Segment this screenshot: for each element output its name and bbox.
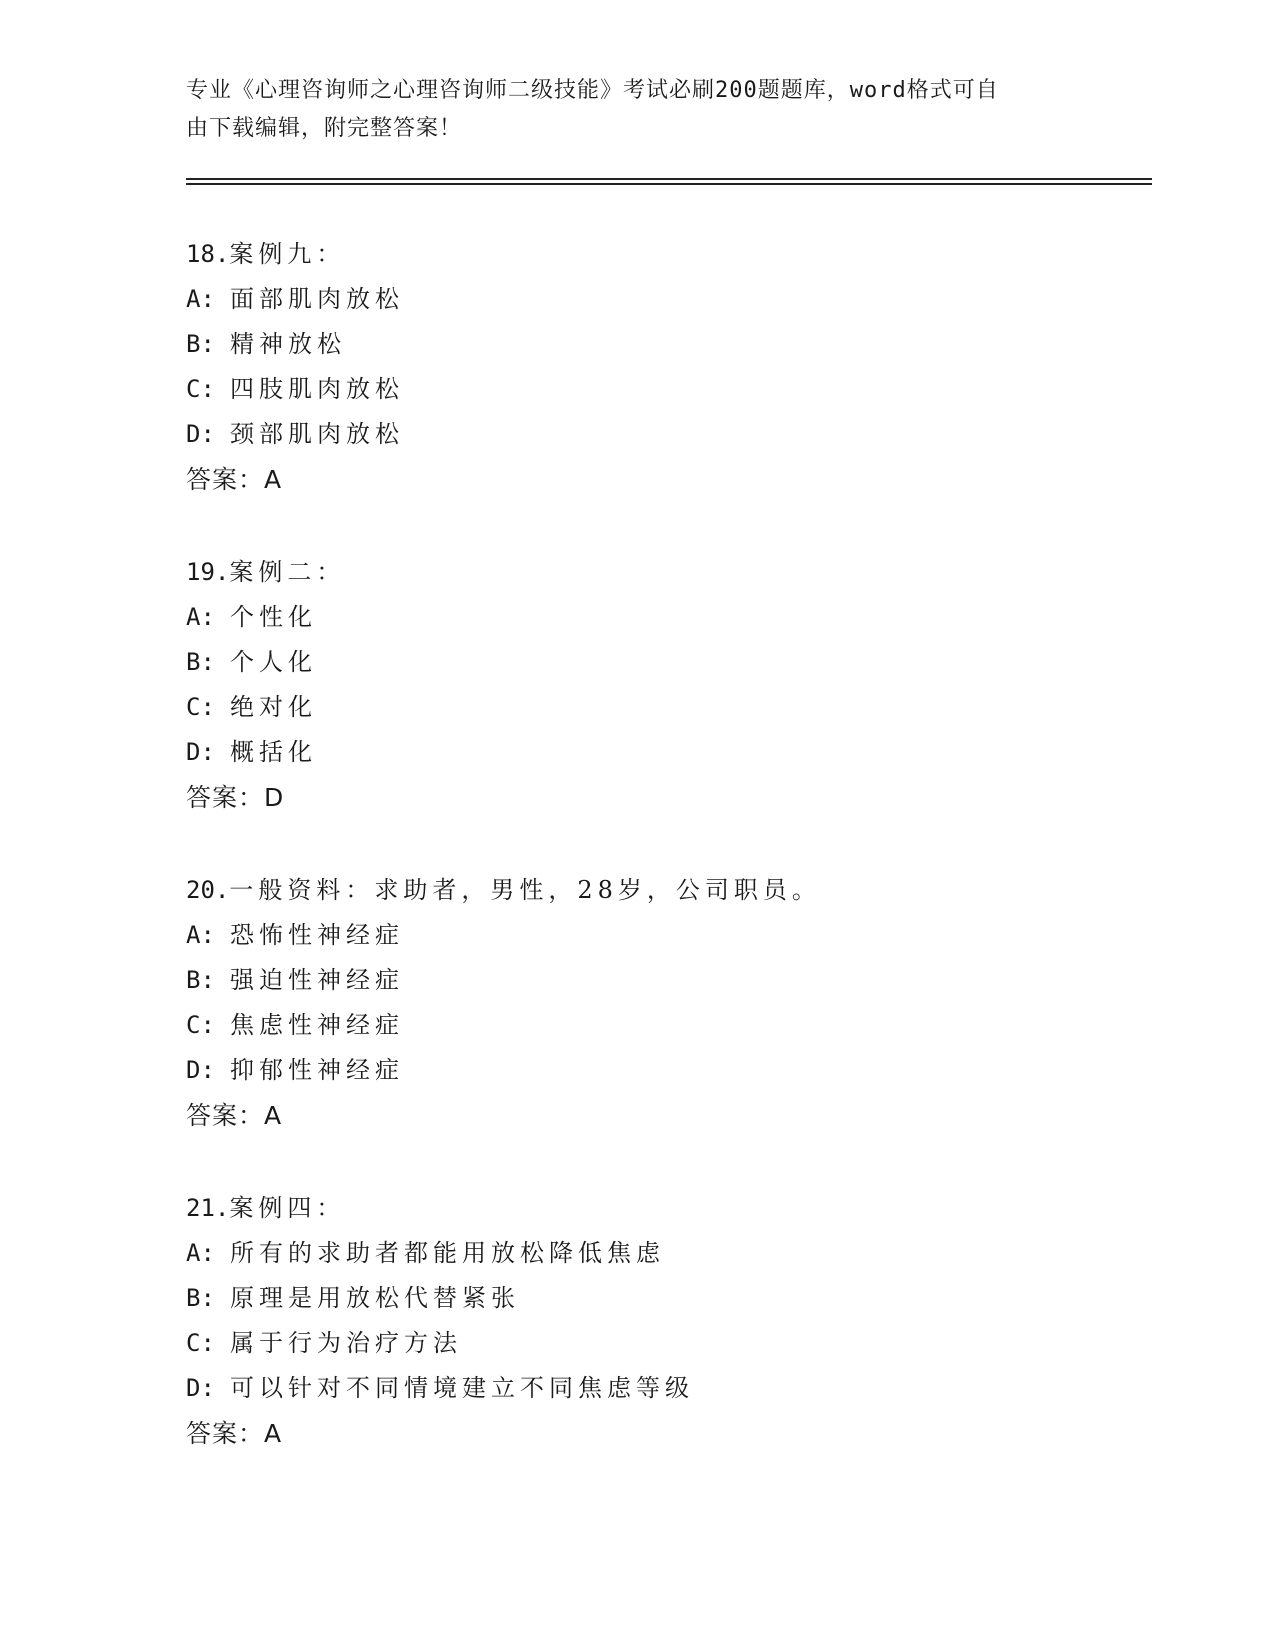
- option-text: 原理是用放松代替紧张: [230, 1284, 520, 1312]
- option-b: [186, 640, 1146, 685]
- option-text: 精神放松: [230, 330, 346, 358]
- option-key: B:: [186, 966, 215, 994]
- option-key: C:: [186, 1329, 215, 1357]
- option-key: B:: [186, 648, 215, 676]
- question-number: 18.: [186, 240, 230, 268]
- option-key: C:: [186, 693, 215, 721]
- option-b: [186, 958, 1146, 1003]
- question-text: 案例四：: [229, 1194, 346, 1222]
- question-18: [186, 232, 1146, 550]
- option-d: [186, 412, 1146, 457]
- option-c: [186, 367, 1146, 412]
- option-key: D:: [186, 1374, 215, 1402]
- option-text: 所有的求助者都能用放松降低焦虑: [230, 1239, 665, 1267]
- option-text: 个人化: [230, 648, 317, 676]
- option-d: [186, 730, 1146, 775]
- question-text: 一般资料：求助者，男性，28岁，公司职员。: [229, 876, 821, 904]
- option-text: 强迫性神经症: [230, 966, 404, 994]
- option-text: 个性化: [230, 603, 317, 631]
- option-text: 可以针对不同情境建立不同焦虑等级: [230, 1374, 694, 1402]
- question-stem: [186, 550, 1146, 595]
- question-20: [186, 868, 1146, 1186]
- option-d: [186, 1366, 1146, 1411]
- question-number: 20.: [186, 876, 230, 904]
- question-text: 案例二：: [229, 558, 346, 586]
- option-key: A:: [186, 921, 215, 949]
- option-key: D:: [186, 1056, 215, 1084]
- question-stem: [186, 1186, 1146, 1231]
- option-key: A:: [186, 603, 215, 631]
- option-text: 属于行为治疗方法: [230, 1329, 462, 1357]
- document-header: [186, 72, 1066, 148]
- option-text: 恐怖性神经症: [230, 921, 404, 949]
- option-key: B:: [186, 330, 215, 358]
- option-key: D:: [186, 420, 215, 448]
- option-text: 焦虑性神经症: [230, 1011, 404, 1039]
- option-text: 四肢肌肉放松: [230, 375, 404, 403]
- option-c: [186, 685, 1146, 730]
- header-divider-top: [186, 178, 1152, 180]
- answer-line: 答案：D: [186, 783, 285, 812]
- option-b: [186, 1276, 1146, 1321]
- option-a: [186, 277, 1146, 322]
- question-stem: [186, 868, 1146, 913]
- question-19: [186, 550, 1146, 868]
- header-divider-bottom: [186, 183, 1152, 185]
- option-text: 面部肌肉放松: [230, 285, 404, 313]
- question-text: 案例九：: [229, 240, 346, 268]
- question-list: [186, 232, 1146, 1504]
- option-b: [186, 322, 1146, 367]
- option-a: [186, 595, 1146, 640]
- header-line-2: 由下载编辑，附完整答案！: [186, 116, 463, 141]
- question-stem: [186, 232, 1146, 277]
- option-d: [186, 1048, 1146, 1093]
- option-key: A:: [186, 1239, 215, 1267]
- question-number: 19.: [186, 558, 230, 586]
- option-text: 绝对化: [230, 693, 317, 721]
- option-key: A:: [186, 285, 215, 313]
- option-c: [186, 1003, 1146, 1048]
- answer-line: 答案：A: [186, 465, 283, 494]
- option-text: 颈部肌肉放松: [230, 420, 404, 448]
- option-a: [186, 1231, 1146, 1276]
- option-text: 概括化: [230, 738, 317, 766]
- header-line-1: 专业《心理咨询师之心理咨询师二级技能》考试必刷200题题库，word格式可自: [186, 78, 999, 103]
- answer-line: 答案：A: [186, 1419, 283, 1448]
- option-key: B:: [186, 1284, 215, 1312]
- option-key: C:: [186, 375, 215, 403]
- question-number: 21.: [186, 1194, 230, 1222]
- option-a: [186, 913, 1146, 958]
- option-text: 抑郁性神经症: [230, 1056, 404, 1084]
- option-key: C:: [186, 1011, 215, 1039]
- option-key: D:: [186, 738, 215, 766]
- option-c: [186, 1321, 1146, 1366]
- answer-line: 答案：A: [186, 1101, 283, 1130]
- question-21: [186, 1186, 1146, 1504]
